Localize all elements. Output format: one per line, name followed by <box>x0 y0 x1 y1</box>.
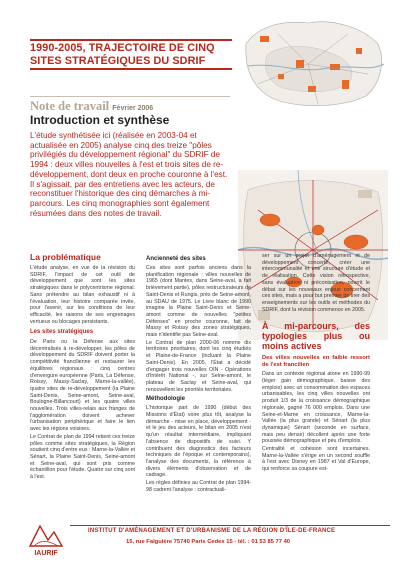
col1-paragraph-1: L'étude analyse, en vue de la révision du SDRIF, l'impact de cet outil de développement que sont les sites stratégiques dans le polycentrisme régional. Sans prétendre au bilan exhaustif ni à l'évaluation, leur histoire comparée invite, pour l'avenir, sur les conditions de leur efficacité, les raisons de ses engrenages vertueux ou blocages persistants. <box>30 265 135 325</box>
col2-paragraph-1: Ces sites sont parfois anciens dans la planification régionale : villes nouvelles de 1965 (dont Mantes, dans Seine-aval, a fait brièvement partie), pôles restructurateurs de Saint-Denis et Rungis, près de Seine-amont, au SDAU de 1975. Le Livre blanc de 1990 imagine la Plaine Saint-Denis et Seine-amont comme de nouvelles "petites Défenses" en proche couronne, fait de Massy et Roissy des zones stratégiques, mais n'identifie pas Seine-aval. <box>146 265 251 339</box>
section-title-mi-parcours: À mi-parcours, des typologies plus ou moins actives <box>262 321 370 352</box>
intro-title: Introduction et synthèse <box>30 113 170 127</box>
col1-paragraph-2: De Paris ou la Défense aux sites décentralisés à re-développer, les pôles de développement du SDRIF doivent porter la compétitivité francilienne et restaurer les équilibres régionaux : cinq centres d'envergure européenne (Paris, La Défense, Roissy, Massy-Saclay, Marne-la-vallée), quatre sites de re-développement (la Plaine Saint-Denis, Seine-amont, Seine-aval, Boulogne-Billancourt) et les quatre villes nouvelles. Trois villes-relais aux franges de l'agglomération doivent achever l'urbanisation périphérique et faire le lien avec les régions voisines. <box>30 339 135 433</box>
subheading-sites-strategiques: Les sites stratégiques <box>30 329 94 336</box>
column-3 <box>262 253 370 474</box>
col2-paragraph-2: Le Contrat de plan 2000-06 nomme dix territoires prioritaires, dont les cinq étudiés et Plaine-de-France (incluant la Plaine Saint-Denis). En 2005, l'État a décidé d'engager trois nouvelles OIN - Opérations d'Intérêt National -, sur Seine-amont, le plateau de Saclay et Seine-aval, qui renouvellent les priorités territoriales. <box>146 339 251 393</box>
section-heading-anciennete: Ancienneté des sites <box>146 256 206 262</box>
col2-paragraph-4: Les règles définies au Contrat de plan 1994-98 cadrent l'analyse : contractuali- <box>146 480 251 493</box>
region-map <box>238 14 388 109</box>
note-label: Note de travail <box>30 99 110 113</box>
col3-paragraph-1: ser sur un projet d'aménagement et de développement concerté, créer une intercommunalité et une structure d'étude et de réalisation. Cette vision rétrospective, sans évaluation ni préconisation, nourrit le débat sur les nouveaux enjeux concernant ces sites, mais a pour but premier de tirer des enseignements sur les outils et méthodes du SDRIF, dont la révision commence en 2005. <box>262 253 370 313</box>
col3-paragraph-3: Centralité et cohésion sont incertaines. Marne-la-Vallée s'érige en un second souffle à l'est avec Disney en 1987 et Val d'Europe, qui renforce sa coupure est- <box>262 446 370 473</box>
intro-paragraph-1: L'étude synthétisée ici (réalisée en 2003-04 et actualisée en 2005) analyse cinq des treize "pôles privilégiés du développement régional" du SDRIF de 1994 : deux villes nouvelles à l'est et trois sites de re-développement, dont deux en proche couronne à l'est. <box>30 131 228 179</box>
footer-rule <box>70 525 390 526</box>
footer-address: 15, rue Falguière 75740 Paris Cedex 15 - tél. : 01 53 85 77 40 <box>126 539 291 545</box>
logo-text: IAURIF <box>34 550 58 557</box>
intro-text <box>30 131 235 218</box>
subheading-villes-nouvelles: Des villes nouvelles en faible ressort de l'est francilien <box>262 355 370 368</box>
title-line-1: 1990-2005, TRAJECTOIRE DE CINQ <box>30 42 215 54</box>
title-line-2: SITES STRATÉGIQUES DU SDRIF <box>30 54 206 67</box>
intro-paragraph-2: Il s'agissait, par des entretiens avec les acteurs, de reconstituer l'historique des cinq démarches à mi-parcours. Les cinq monographies sont également résumées dans des notes de travail. <box>30 179 215 218</box>
col1-paragraph-3: Le Contrat de plan de 1994 retient ces treize pôles comme sites stratégiques, la Région soutient cinq d'entre eux : Marne-la-Vallée et Sénart, la Plaine Saint-Denis, Seine-amont et Seine-aval, qui sont pris comme échantillon pour l'étude. Quatre sur cinq sont à l'est. <box>30 433 135 481</box>
section-heading-problematique: La problématique <box>30 252 101 262</box>
note-rule <box>30 96 230 97</box>
document-title <box>30 42 230 67</box>
note-header <box>30 99 153 114</box>
footer-institute: INSTITUT D'AMÉNAGEMENT ET D'URBANISME DE LA RÉGION D'ÎLE-DE-FRANCE <box>88 528 336 534</box>
column-2 <box>146 253 251 495</box>
column-1 <box>30 253 135 482</box>
col3-paragraph-2: Dans un contexte régional atone en 1990-99 (léger gain démographique, baisse des emplois) avec un consommation des espaces urbanisables, les cinq villes nouvelles ont produit 1/3 de la croissance démographique régionale, gagné 76 000 emplois. Dans une Seine-et-Marne en croissance, Marne-la-Vallée (la plus grande) et Sénart (la plus dynamique) Sénart (seconde en surface, mais peu dense) décollent après une forte poussée démographique et peu d'emplois. <box>262 371 370 445</box>
header-rule-bottom <box>30 68 232 70</box>
iaurif-logo <box>26 518 66 560</box>
section-heading-methodologie: Méthodologie <box>146 396 185 403</box>
header-rule-top <box>30 39 232 41</box>
col2-paragraph-3: L'historique part de 1990 (début des Missions d'État) voire plus tôt, analyse la démarche - mise en place, développement - et le jeu des acteurs, le bilan en 2005 n'est qu'un résultat intermédiaire, impliquant l'absence de dispositifs de suivi. Y contribuent des diagnostics des facteurs techniques de l'époque et contemporains), l'analyse des documents, la référence à divers éléments d'observation et de cadrage. <box>146 405 251 479</box>
note-date: Février 2006 <box>112 105 154 112</box>
